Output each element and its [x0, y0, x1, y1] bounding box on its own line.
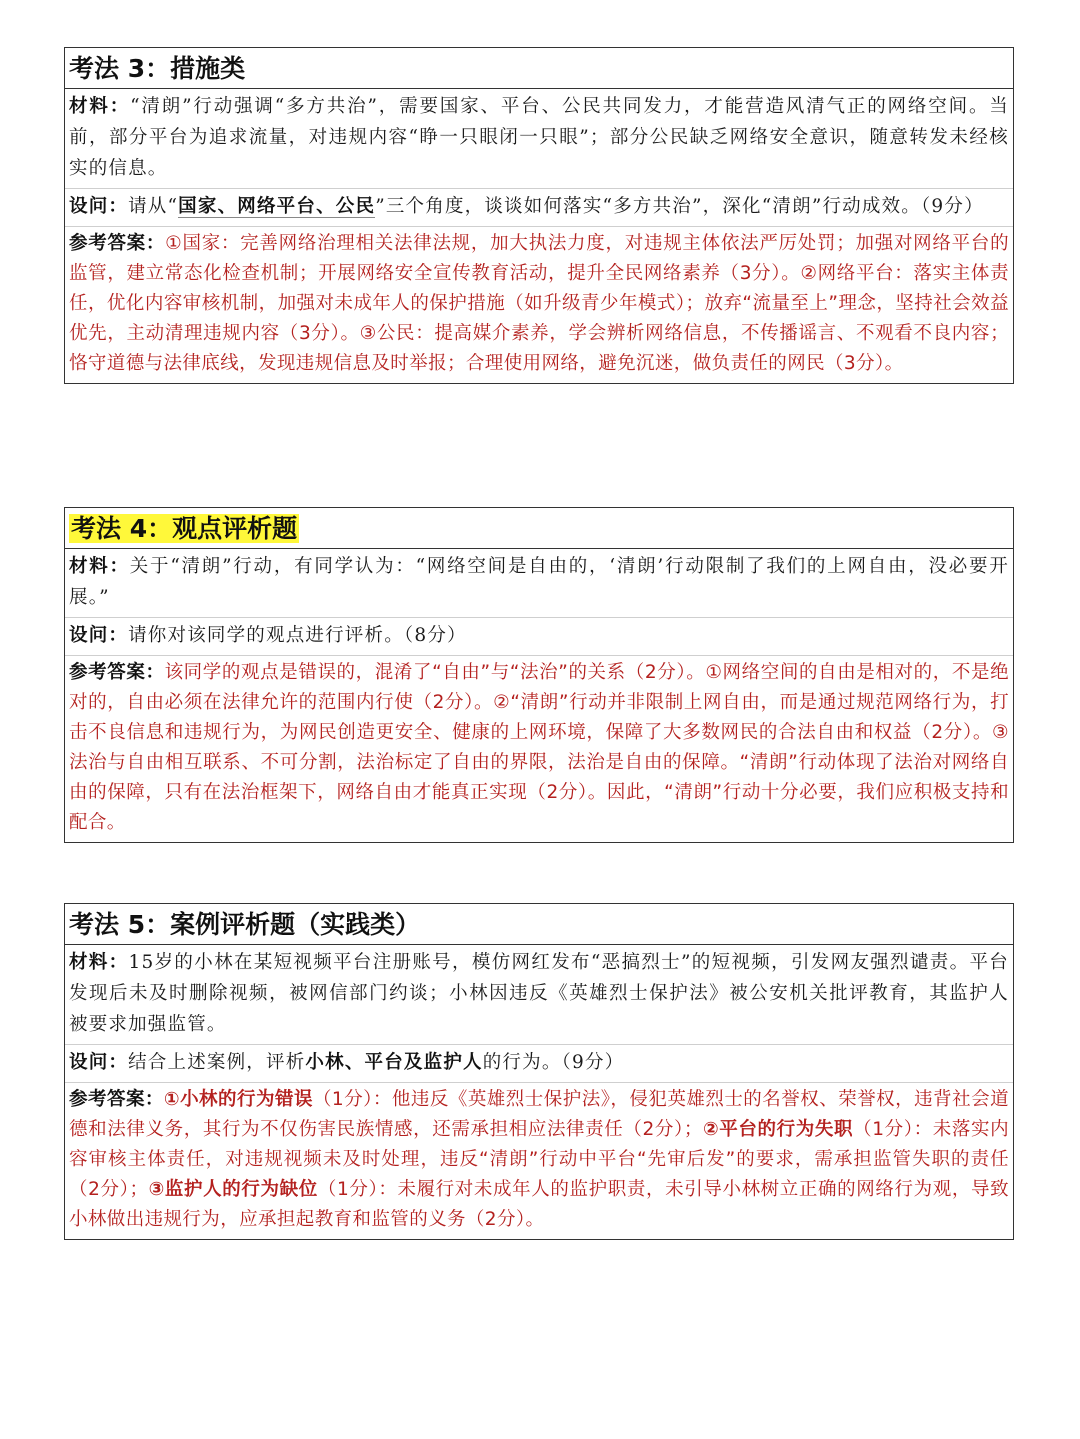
question-emphasis: 小林、平台及监护人 — [305, 1052, 483, 1073]
answer-text: ①国家：完善网络治理相关法律法规，加大执法力度，对违规主体依法严厉处罚；加强对网络平台的监管，建立常态化检查机制；开展网络安全宣传教育活动，提升全民网络素养（3分）。②网络平台：落实主体责任，优化内容审核机制，加强对未成年人的保护措施（如升级青少年模式）；放弃“流量至上”理念，坚持社会效益优先，主动清理违规内容（3分）。③公民：提高媒介素养，学会辨析网络信息，不传播谣言、不观看不良内容；恪守道德与法律底线，发现违规信息及时举报；合理使用网络，避免沉迷，做负责任的网民（3分）。 — [69, 233, 1009, 374]
exam-block-5 — [64, 903, 1014, 1240]
question-label: 设问： — [69, 196, 129, 217]
answer-point-2: ②平台的行为失职 — [702, 1119, 854, 1140]
exam-block-4 — [64, 507, 1014, 843]
material-text: 15岁的小林在某短视频平台注册账号，模仿网红发布“恶搞烈士”的短视频，引发网友强烈谴责。平台发现后未及时删除视频，被网信部门约谈；小林因违反《英雄烈士保护法》被公安机关批评教育，其监护人被要求加强监管。 — [69, 952, 1009, 1035]
title-highlight: 考法 4：观点评析题 — [71, 514, 298, 543]
question-section: 设问：请从“国家、网络平台、公民”三个角度，谈谈如何落实“多方共治”，深化“清朗”行动成效。（9分） — [65, 189, 1013, 227]
answer-text: 该同学的观点是错误的，混淆了“自由”与“法治”的关系（2分）。①网络空间的自由是相对的，不是绝对的，自由必须在法律允许的范围内行使（2分）。②“清朗”行动并非限制上网自由，而是通过规范网络行为，打击不良信息和违规行为，为网民创造更安全、健康的上网环境，保障了大多数网民的合法自由和权益（2分）。③法治与自由相互联系、不可分割，法治标定了自由的界限，法治是自由的保障。“清朗”行动体现了法治对网络自由的保障，只有在法治框架下，网络自由才能真正实现（2分）。因此，“清朗”行动十分必要，我们应积极支持和配合。 — [69, 662, 1009, 833]
answer-point-3: ③监护人的行为缺位 — [148, 1179, 318, 1200]
answer-section — [65, 227, 1013, 383]
material-section — [65, 549, 1013, 618]
answer-label: 参考答案： — [69, 233, 166, 254]
exam-block-3 — [64, 47, 1014, 384]
block-title — [65, 508, 1013, 549]
answer-point-1: ①小林的行为错误 — [163, 1089, 313, 1110]
material-label: 材料： — [69, 556, 130, 577]
answer-section: 参考答案：①小林的行为错误（1分）：他违反《英雄烈士保护法》，侵犯英雄烈士的名誉权、荣誉权，违背社会道德和法律义务，其行为不仅伤害民族情感，还需承担相应法律责任（2分）；②平台的行为失职（1分）：未落实内容审核主体责任，对违规视频未及时处理，违反“清朗”行动中平台“先审后发”的要求，需承担监管失职的责任（2分）；③监护人的行为缺位（1分）：未履行对未成年人的监护职责，未引导小林树立正确的网络行为观，导致小林做出违规行为，应承担起教育和监管的义务（2分）。 — [69, 1089, 1010, 1230]
material-label: 材料： — [69, 96, 131, 117]
question-label: 设问： — [69, 1052, 129, 1073]
question-text: 请你对该同学的观点进行评析。（8分） — [128, 625, 467, 646]
block-title: 考法 5：案例评析题（实践类） — [65, 904, 1013, 945]
answer-label: 参考答案： — [69, 1089, 164, 1110]
material-section — [65, 89, 1013, 189]
question-label: 设问： — [69, 625, 129, 646]
answer-label: 参考答案： — [69, 662, 165, 683]
material-text: 关于“清朗”行动，有同学认为：“网络空间是自由的，‘清朗’行动限制了我们的上网自由，没必要开展。” — [69, 556, 1009, 608]
question-emphasis: 国家、网络平台、公民 — [178, 196, 376, 217]
block-title: 考法 3：措施类 — [65, 48, 1013, 89]
answer-section — [65, 656, 1013, 842]
material-section — [65, 945, 1013, 1045]
material-label: 材料： — [69, 952, 129, 973]
question-section: 设问：结合上述案例，评析小林、平台及监护人的行为。（9分） — [65, 1045, 1013, 1083]
question-section — [65, 618, 1013, 656]
material-text: “清朗”行动强调“多方共治”，需要国家、平台、公民共同发力，才能营造风清气正的网络空间。当前，部分平台为追求流量，对违规内容“睁一只眼闭一只眼”；部分公民缺乏网络安全意识，随意转发未经核实的信息。 — [69, 96, 1009, 179]
